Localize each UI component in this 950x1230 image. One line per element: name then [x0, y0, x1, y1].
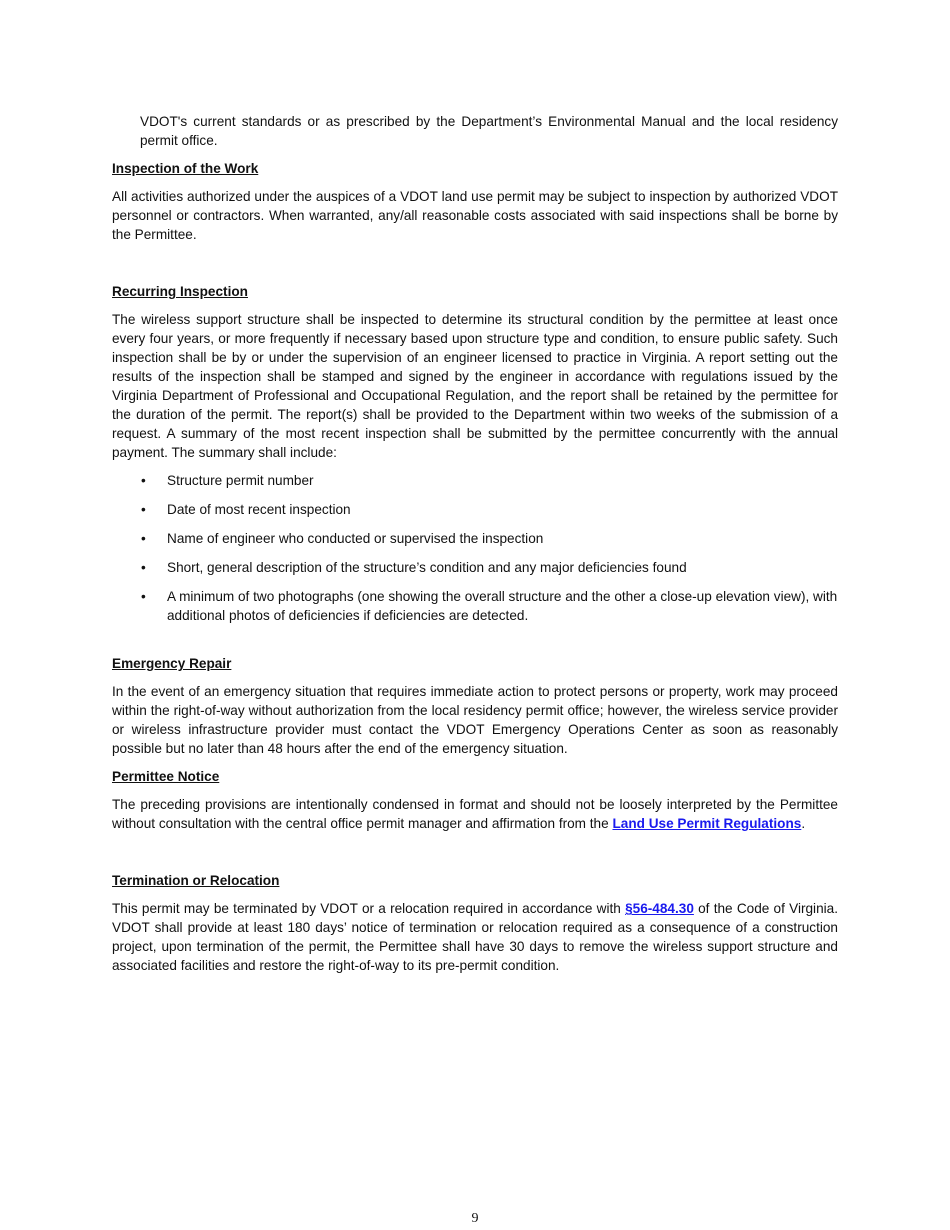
notice-heading: Permittee Notice	[112, 769, 220, 784]
termination-text: This permit may be terminated by VDOT or a relocation required in accordance with	[112, 901, 626, 916]
list-item-text: Name of engineer who conducted or supervised the inspection	[167, 531, 544, 546]
bullet-icon: •	[141, 473, 146, 488]
inspection-paragraph: All activities authorized under the auspices of a VDOT land use permit may be subject to inspection by authorized VDOT personnel or contractors. When warranted, any/all reasonable costs associated with said inspections shall be borne by the Permittee.	[112, 189, 838, 242]
list-item	[112, 558, 838, 577]
code-section-link[interactable]: §56-484.30	[625, 901, 694, 916]
bullet-icon: •	[141, 502, 146, 517]
summary-list	[112, 471, 838, 625]
termination-heading: Termination or Relocation	[112, 873, 280, 888]
notice-text: The preceding provisions are intentionally condensed in format and should not be loosely interpreted by the Permittee without consultation with the central office permit manager and affirmation from the	[112, 797, 838, 831]
section-gap	[112, 842, 838, 871]
emergency-heading: Emergency Repair	[112, 656, 232, 671]
termination-text-end: of the Code of Virginia. VDOT shall provide at least 180 days’ notice of termination or relocation required as a consequence of a construction project, upon termination of the permit, the Permittee shall have 30 days to remove the wireless support structure and associated facilities and restore the right-of-way to its pre-permit condition.	[112, 901, 838, 973]
intro-paragraph: VDOT's current standards or as prescribed by the Department’s Environmental Manual and the local residency permit office.	[140, 114, 838, 148]
bullet-icon: •	[141, 560, 146, 575]
list-item	[112, 529, 838, 548]
section-gap	[112, 635, 838, 654]
recurring-paragraph: The wireless support structure shall be inspected to determine its structural condition by the permittee at least once every four years, or more frequently if necessary based upon structure type and condition, to ensure public safety. Such inspection shall be by or under the supervision of an engineer licensed to practice in Virginia. A report setting out the results of the inspection shall be stamped and signed by the engineer in accordance with regulations issued by the Virginia Department of Professional and Occupational Regulation, and the report shall be retained by the permittee for the duration of the permit. The report(s) shall be provided to the Department within two weeks of the submission of a request. A summary of the most recent inspection shall be submitted by the permittee concurrently with the annual payment. The summary shall include:	[112, 312, 838, 460]
emergency-paragraph: In the event of an emergency situation that requires immediate action to protect persons or property, work may proceed within the right-of-way without authorization from the local residency permit office; however, the wireless service provider or wireless infrastructure provider must contact the VDOT Emergency Operations Center as soon as reasonably possible but no later than 48 hours after the end of the emergency situation.	[112, 684, 838, 756]
list-item-text: Short, general description of the structure’s condition and any major deficiencies found	[167, 560, 687, 575]
bullet-icon: •	[141, 589, 146, 604]
notice-text-end: .	[801, 816, 806, 831]
section-gap	[112, 253, 838, 282]
list-item	[112, 500, 838, 519]
termination-paragraph	[112, 899, 838, 975]
notice-paragraph	[112, 795, 838, 833]
page-content	[112, 112, 838, 984]
list-item-text: Structure permit number	[167, 473, 314, 488]
list-item-text: A minimum of two photographs (one showing the overall structure and the other a close-up elevation view), with additional photos of deficiencies if deficiencies are detected.	[167, 589, 838, 623]
land-use-permit-regulations-link[interactable]: Land Use Permit Regulations	[612, 816, 802, 831]
list-item	[112, 471, 838, 490]
list-item-text: Date of most recent inspection	[167, 502, 351, 517]
list-item	[112, 587, 838, 625]
bullet-icon: •	[141, 531, 146, 546]
recurring-heading: Recurring Inspection	[112, 284, 248, 299]
inspection-heading: Inspection of the Work	[112, 161, 259, 176]
page-number: 9	[471, 1211, 479, 1226]
